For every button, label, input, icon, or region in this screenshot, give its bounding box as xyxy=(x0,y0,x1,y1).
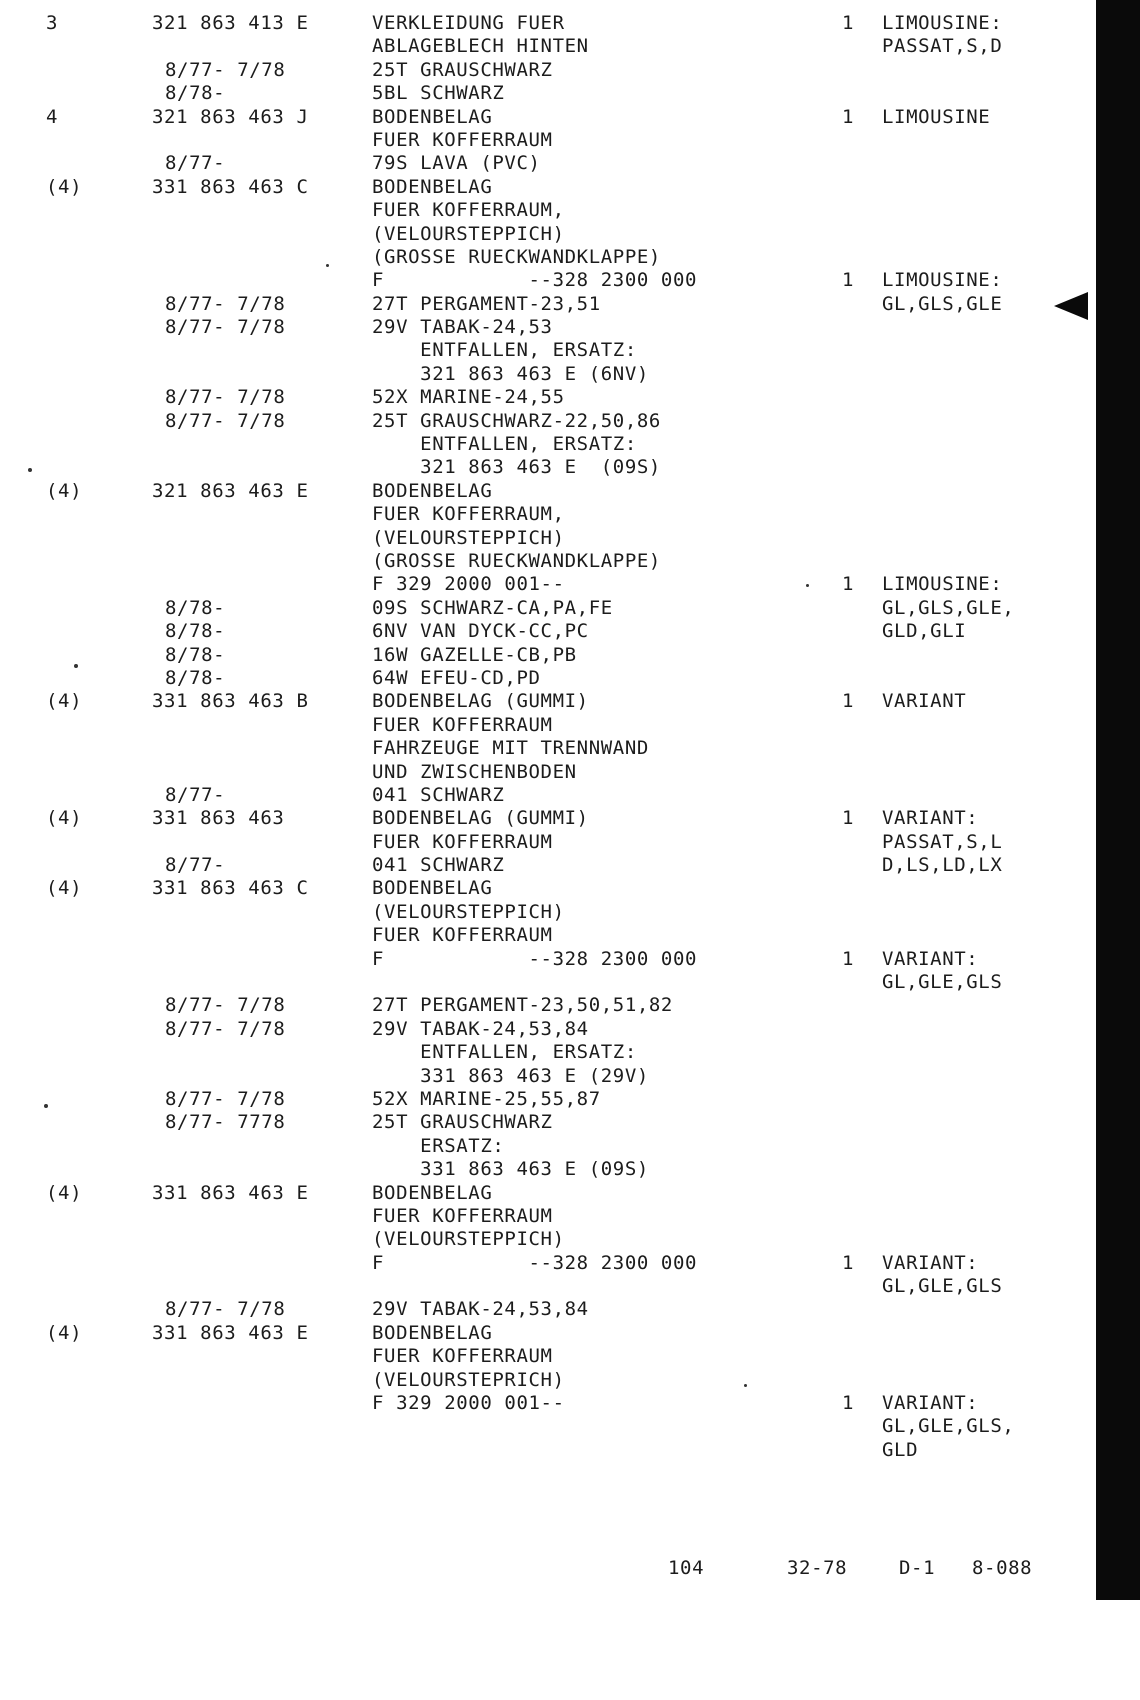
table-row xyxy=(0,246,1080,269)
part-number: 331 863 463 B xyxy=(152,690,309,713)
part-description: BODENBELAG xyxy=(372,479,493,502)
quantity: 1 xyxy=(842,573,855,596)
date-range: 8/78- xyxy=(165,643,226,666)
part-description: 331 863 463 E (09S) xyxy=(372,1158,649,1181)
table-row xyxy=(0,199,1080,222)
table-row xyxy=(0,223,1080,246)
model-applicability: VARIANT: xyxy=(882,807,979,830)
table-row xyxy=(0,877,1080,900)
part-description: BODENBELAG xyxy=(372,1321,493,1344)
part-description: BODENBELAG xyxy=(372,105,493,128)
part-description: FUER KOFFERRAUM, xyxy=(372,199,565,222)
quantity: 1 xyxy=(842,12,855,34)
table-row xyxy=(0,386,1080,409)
date-range: 8/77- 7/78 xyxy=(165,409,286,432)
date-range: 8/77- 7/78 xyxy=(165,292,286,315)
table-row xyxy=(0,1205,1080,1228)
quantity: 1 xyxy=(842,690,855,713)
table-row xyxy=(0,807,1080,830)
date-range: 8/78- xyxy=(165,596,226,619)
footer-reference: 8-088 xyxy=(972,1557,1033,1579)
table-row xyxy=(0,1065,1080,1088)
model-applicability: LIMOUSINE: xyxy=(882,269,1003,292)
model-applicability: GLD,GLI xyxy=(882,620,967,643)
table-row xyxy=(0,339,1080,362)
table-row xyxy=(0,994,1080,1017)
table-row xyxy=(0,1018,1080,1041)
part-description: (VELOURSTEPPICH) xyxy=(372,222,565,245)
date-range: 8/78- xyxy=(165,82,226,105)
model-applicability: GL,GLS,GLE xyxy=(882,292,1003,315)
model-applicability: LIMOUSINE: xyxy=(882,573,1003,596)
part-description: BODENBELAG xyxy=(372,175,493,198)
date-range: 8/77- xyxy=(165,783,226,806)
part-description: (GROSSE RUECKWANDKLAPPE) xyxy=(372,245,661,268)
table-row xyxy=(0,737,1080,760)
table-row xyxy=(0,316,1080,339)
part-description: 5BL SCHWARZ xyxy=(372,82,505,105)
table-row xyxy=(0,503,1080,526)
date-range: 8/77- 7/78 xyxy=(165,386,286,409)
table-row xyxy=(0,620,1080,643)
part-description: FAHRZEUGE MIT TRENNWAND xyxy=(372,737,649,760)
table-row xyxy=(0,690,1080,713)
date-range: 8/77- 7/78 xyxy=(165,1017,286,1040)
part-description: ENTFALLEN, ERSATZ: xyxy=(372,1041,637,1064)
position-number: (4) xyxy=(46,1321,83,1344)
table-row xyxy=(0,1135,1080,1158)
table-row xyxy=(0,1252,1080,1275)
table-row xyxy=(0,527,1080,550)
table-row xyxy=(0,129,1080,152)
model-applicability: PASSAT,S,L xyxy=(882,830,1003,853)
part-description: F --328 2300 000 xyxy=(372,947,698,970)
table-row xyxy=(0,573,1080,596)
quantity: 1 xyxy=(842,1251,855,1274)
table-row xyxy=(0,1322,1080,1345)
table-row xyxy=(0,597,1080,620)
model-applicability: GL,GLE,GLS xyxy=(882,1275,1003,1298)
part-number: 331 863 463 C xyxy=(152,175,309,198)
part-description: ERSATZ: xyxy=(372,1134,505,1157)
part-description: 29V TABAK-24,53 xyxy=(372,316,553,339)
date-range: 8/77- 7/78 xyxy=(165,994,286,1017)
part-description: 25T GRAUSCHWARZ xyxy=(372,1111,553,1134)
part-number: 331 863 463 E xyxy=(152,1181,309,1204)
table-row xyxy=(0,410,1080,433)
date-range: 8/77- 7/78 xyxy=(165,316,286,339)
part-description: (GROSSE RUECKWANDKLAPPE) xyxy=(372,549,661,572)
table-row xyxy=(0,1345,1080,1368)
part-description: FUER KOFFERRAUM xyxy=(372,1345,553,1368)
part-description: 79S LAVA (PVC) xyxy=(372,152,541,175)
table-row xyxy=(0,1298,1080,1321)
position-number: (4) xyxy=(46,877,83,900)
date-range: 8/77- 7/78 xyxy=(165,58,286,81)
table-row xyxy=(0,1415,1080,1438)
model-applicability: GL,GLE,GLS xyxy=(882,971,1003,994)
quantity: 1 xyxy=(842,807,855,830)
quantity: 1 xyxy=(842,947,855,970)
page-footer xyxy=(0,1556,1080,1580)
part-number: 331 863 463 C xyxy=(152,877,309,900)
position-number: (4) xyxy=(46,690,83,713)
edge-arrow-mark xyxy=(1054,292,1088,320)
part-description: BODENBELAG (GUMMI) xyxy=(372,690,589,713)
position-number: (4) xyxy=(46,807,83,830)
part-description: (VELOURSTEPPICH) xyxy=(372,526,565,549)
print-speck xyxy=(744,1384,747,1387)
part-description: F --328 2300 000 xyxy=(372,1251,698,1274)
table-row xyxy=(0,433,1080,456)
part-description: (VELOURSTEPPICH) xyxy=(372,900,565,923)
part-description: VERKLEIDUNG FUER xyxy=(372,12,565,34)
model-applicability: GL,GLS,GLE, xyxy=(882,596,1015,619)
table-row xyxy=(0,831,1080,854)
table-row xyxy=(0,971,1080,994)
model-applicability: GL,GLE,GLS, xyxy=(882,1415,1015,1438)
table-row xyxy=(0,1088,1080,1111)
table-row xyxy=(0,667,1080,690)
part-description: 041 SCHWARZ xyxy=(372,854,505,877)
table-row xyxy=(0,550,1080,573)
footer-section: D-1 xyxy=(899,1557,936,1579)
part-description: UND ZWISCHENBODEN xyxy=(372,760,577,783)
part-description: (VELOURSTEPRICH) xyxy=(372,1368,565,1391)
date-range: 8/77- xyxy=(165,854,226,877)
print-speck xyxy=(806,584,809,587)
part-description: (VELOURSTEPPICH) xyxy=(372,1228,565,1251)
print-speck xyxy=(44,1104,48,1108)
position-number: (4) xyxy=(46,1181,83,1204)
part-description: ENTFALLEN, ERSATZ: xyxy=(372,433,637,456)
model-applicability: LIMOUSINE xyxy=(882,105,991,128)
model-applicability: PASSAT,S,D xyxy=(882,35,1003,58)
part-description: 041 SCHWARZ xyxy=(372,783,505,806)
date-range: 8/77- xyxy=(165,152,226,175)
part-description: 321 863 463 E (09S) xyxy=(372,456,661,479)
table-row xyxy=(0,35,1080,58)
model-applicability: VARIANT: xyxy=(882,1392,979,1415)
table-row xyxy=(0,269,1080,292)
footer-code: 32-78 xyxy=(787,1557,848,1579)
part-description: FUER KOFFERRAUM xyxy=(372,128,553,151)
model-applicability: LIMOUSINE: xyxy=(882,12,1003,34)
part-description: 321 863 463 E (6NV) xyxy=(372,362,649,385)
quantity: 1 xyxy=(842,105,855,128)
part-description: 25T GRAUSCHWARZ-22,50,86 xyxy=(372,409,661,432)
part-description: ENTFALLEN, ERSATZ: xyxy=(372,339,637,362)
date-range: 8/77- 7778 xyxy=(165,1111,286,1134)
part-description: FUER KOFFERRAUM xyxy=(372,830,553,853)
table-row xyxy=(0,901,1080,924)
print-speck xyxy=(74,664,78,668)
part-description: 52X MARINE-25,55,87 xyxy=(372,1087,601,1110)
table-row xyxy=(0,12,1080,35)
table-row xyxy=(0,1111,1080,1134)
quantity: 1 xyxy=(842,1392,855,1415)
part-description: FUER KOFFERRAUM xyxy=(372,713,553,736)
table-row xyxy=(0,152,1080,175)
table-row xyxy=(0,1369,1080,1392)
table-row xyxy=(0,1158,1080,1181)
date-range: 8/77- 7/78 xyxy=(165,1298,286,1321)
table-row xyxy=(0,293,1080,316)
part-description: 16W GAZELLE-CB,PB xyxy=(372,643,577,666)
table-row xyxy=(0,1439,1080,1462)
part-description: FUER KOFFERRAUM xyxy=(372,924,553,947)
table-row xyxy=(0,1392,1080,1415)
table-row xyxy=(0,948,1080,971)
table-row xyxy=(0,1228,1080,1251)
table-row xyxy=(0,176,1080,199)
date-range: 8/78- xyxy=(165,620,226,643)
part-description: BODENBELAG xyxy=(372,877,493,900)
print-speck xyxy=(28,468,32,472)
table-row xyxy=(0,1275,1080,1298)
quantity: 1 xyxy=(842,269,855,292)
table-row xyxy=(0,854,1080,877)
table-row xyxy=(0,1041,1080,1064)
part-number: 321 863 413 E xyxy=(152,12,309,34)
part-description: BODENBELAG xyxy=(372,1181,493,1204)
part-number: 321 863 463 J xyxy=(152,105,309,128)
part-description: F 329 2000 001-- xyxy=(372,573,565,596)
model-applicability: D,LS,LD,LX xyxy=(882,854,1003,877)
parts-listing xyxy=(0,12,1080,1462)
part-number: 331 863 463 E xyxy=(152,1321,309,1344)
table-row xyxy=(0,761,1080,784)
print-speck xyxy=(326,264,329,267)
part-description: 29V TABAK-24,53,84 xyxy=(372,1017,589,1040)
model-applicability: GLD xyxy=(882,1438,919,1461)
part-description: BODENBELAG (GUMMI) xyxy=(372,807,589,830)
part-description: ABLAGEBLECH HINTEN xyxy=(372,35,589,58)
table-row xyxy=(0,644,1080,667)
part-description: 6NV VAN DYCK-CC,PC xyxy=(372,620,589,643)
part-description: F --328 2300 000 xyxy=(372,269,698,292)
date-range: 8/77- 7/78 xyxy=(165,1087,286,1110)
part-description: FUER KOFFERRAUM, xyxy=(372,503,565,526)
part-description: 27T PERGAMENT-23,50,51,82 xyxy=(372,994,673,1017)
footer-page-number: 104 xyxy=(668,1557,705,1579)
model-applicability: VARIANT: xyxy=(882,1251,979,1274)
part-description: 29V TABAK-24,53,84 xyxy=(372,1298,589,1321)
table-row xyxy=(0,784,1080,807)
position-number: 3 xyxy=(46,12,59,34)
table-row xyxy=(0,82,1080,105)
table-row xyxy=(0,1182,1080,1205)
date-range: 8/78- xyxy=(165,666,226,689)
page-edge-bar xyxy=(1096,0,1140,1600)
table-row xyxy=(0,106,1080,129)
table-row xyxy=(0,714,1080,737)
table-row xyxy=(0,456,1080,479)
part-description: 331 863 463 E (29V) xyxy=(372,1064,649,1087)
model-applicability: VARIANT xyxy=(882,690,967,713)
table-row xyxy=(0,59,1080,82)
part-description: 64W EFEU-CD,PD xyxy=(372,666,541,689)
part-number: 331 863 463 xyxy=(152,807,285,830)
part-description: FUER KOFFERRAUM xyxy=(372,1204,553,1227)
part-description: F 329 2000 001-- xyxy=(372,1392,565,1415)
table-row xyxy=(0,480,1080,503)
part-description: 27T PERGAMENT-23,51 xyxy=(372,292,601,315)
table-row xyxy=(0,924,1080,947)
table-row xyxy=(0,363,1080,386)
part-description: 09S SCHWARZ-CA,PA,FE xyxy=(372,596,613,619)
model-applicability: VARIANT: xyxy=(882,947,979,970)
part-number: 321 863 463 E xyxy=(152,479,309,502)
part-description: 25T GRAUSCHWARZ xyxy=(372,58,553,81)
position-number: (4) xyxy=(46,479,83,502)
position-number: 4 xyxy=(46,105,59,128)
part-description: 52X MARINE-24,55 xyxy=(372,386,565,409)
position-number: (4) xyxy=(46,175,83,198)
